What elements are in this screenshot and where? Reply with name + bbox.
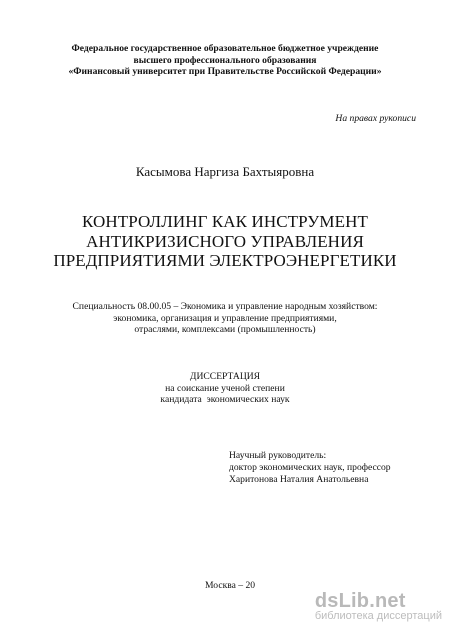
degree-line: кандидата экономических наук bbox=[160, 394, 290, 405]
title-line: АНТИКРИЗИСНОГО УПРАВЛЕНИЯ bbox=[86, 231, 364, 251]
watermark-logo-suffix: Lib.net bbox=[338, 590, 406, 612]
specialty-line: Специальность 08.00.05 – Экономика и управление народным хозяйством: bbox=[72, 301, 378, 312]
watermark-subtitle: библиотека диссертаций bbox=[314, 610, 442, 622]
institution-line: «Финансовый университет при Правительстве Российской Федерации» bbox=[68, 66, 382, 77]
dissertation-title bbox=[0, 212, 450, 271]
specialty-line: экономика, организация и управление предприятиями, bbox=[113, 312, 337, 324]
manuscript-note: На правах рукописи bbox=[335, 113, 416, 124]
degree-line: на соискание ученой степени bbox=[165, 382, 285, 394]
supervisor-name: Харитонова Наталия Анатольевна bbox=[229, 474, 369, 485]
watermark-logo-prefix: ds bbox=[314, 590, 339, 612]
author-name: Касымова Наргиза Бахтыяровна bbox=[135, 164, 315, 179]
specialty-block bbox=[0, 301, 450, 336]
degree-block bbox=[0, 371, 450, 406]
supervisor-block bbox=[229, 450, 391, 486]
title-line: ПРЕДПРИЯТИЯМИ ЭЛЕКТРОЭНЕРГЕТИКИ bbox=[53, 251, 397, 270]
institution-line: высшего профессионального образования bbox=[133, 54, 317, 66]
institution-header bbox=[0, 43, 450, 78]
supervisor-label: Научный руководитель: bbox=[229, 450, 327, 461]
degree-heading: ДИССЕРТАЦИЯ bbox=[189, 371, 261, 382]
city-year: Москва – 20 bbox=[205, 580, 256, 591]
supervisor-degree: доктор экономических наук, профессор bbox=[229, 462, 391, 473]
specialty-line: отраслями, комплексами (промышленность) bbox=[134, 324, 316, 335]
institution-line: Федеральное государственное образовательное бюджетное учреждение bbox=[71, 43, 379, 54]
dslib-watermark bbox=[315, 590, 442, 628]
title-line: КОНТРОЛЛИНГ КАК ИНСТРУМЕНТ bbox=[82, 212, 368, 231]
